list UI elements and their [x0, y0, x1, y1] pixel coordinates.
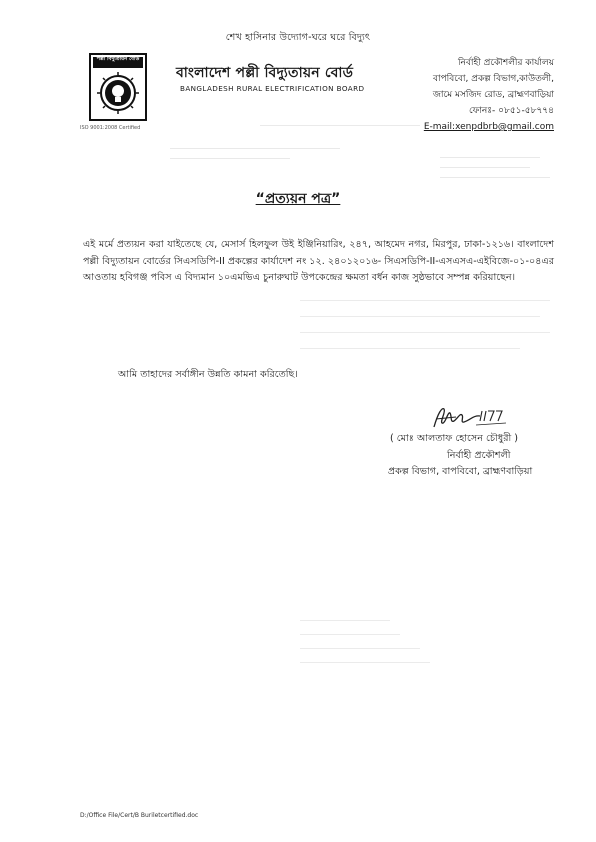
office-division: বাপবিবো, প্রকল্প বিভাগ,কাউতলী, [432, 74, 554, 84]
office-road: জামে মসজিদ রোড, ব্রাহ্মণবাড়িয়া [432, 90, 554, 100]
board-name-bengali: বাংলাদেশ পল্লী বিদ্যুতায়ন বোর্ড [176, 65, 354, 81]
office-address [420, 55, 554, 135]
signatory-name: ( মোঃ আলতাফ হোসেন চৌধুরী ) [390, 433, 519, 444]
office-phone: ফোনঃ- ০৮৫১-৫৮৭৭৪ [469, 106, 554, 116]
board-name-english: BANGLADESH RURAL ELECTRIFICATION BOARD [180, 84, 365, 93]
bleed-through-signature [300, 615, 500, 663]
slogan: শেখ হাসিনার উদ্যোগ-ঘরে ঘরে বিদ্যুৎ [225, 32, 371, 43]
handwritten-signature [430, 403, 510, 431]
office-name: নির্বাহী প্রকৌশলীর কার্যালয় [457, 58, 554, 68]
logo-caption: পল্লী বিদ্যুতায়ন বোর্ড [96, 56, 140, 62]
certificate-body: এই মর্মে প্রত্যয়ন করা যাইতেছে যে, মেসার্স হিলফুল উই ইঞ্জিনিয়ারিং, ২৪৭, আহমেদ নগর, মিরপুর, ঢাকা-১২১৬। বাংলাদেশ পল্লী বিদ্যুতায়ন বোর্ডের সিএসডিপি-II প্রকল্পের কার্যাদেশ নং ১২. ২৪০১২০১৬- সিএসডিপি-II-এসএসএ-এইবিজে-০১-০৪এর আওতায় হবিগঞ্জ পবিস এ বিদ্যমান ১০এমভিএ চুনারুঘাট উপকেন্দ্রের ক্ষমতা বর্ধন কাজ সুষ্ঠভাবে সম্পন্ন করিয়াছেন। [83, 239, 554, 283]
iso-certification: ISO 9001:2008 Certified [80, 125, 141, 131]
signatory-office: প্রকল্প বিভাগ, বাপবিবো, ব্রাহ্মণবাড়িয়া [388, 466, 533, 477]
office-email[interactable]: E-mail:xenpdbrb@gmail.com [423, 122, 554, 132]
bleed-through-address [440, 150, 560, 178]
signature-icon [430, 403, 510, 431]
bleed-through-body [300, 295, 550, 349]
signatory-designation: নির্বাহী প্রকৌশলী [447, 450, 511, 461]
bleed-through-header [260, 112, 430, 126]
bleed-through-line [170, 143, 360, 159]
document-title-text: “প্রত্যয়ন পত্র” [255, 191, 341, 207]
document-title [0, 187, 596, 211]
file-path-footer: D:/Office File/Cert/B BuriletcertifIed.doc [80, 812, 199, 819]
good-wishes-line: আমি তাহাদের সর্বাঙ্গীন উন্নতি কামনা করিতেছি। [118, 369, 298, 380]
